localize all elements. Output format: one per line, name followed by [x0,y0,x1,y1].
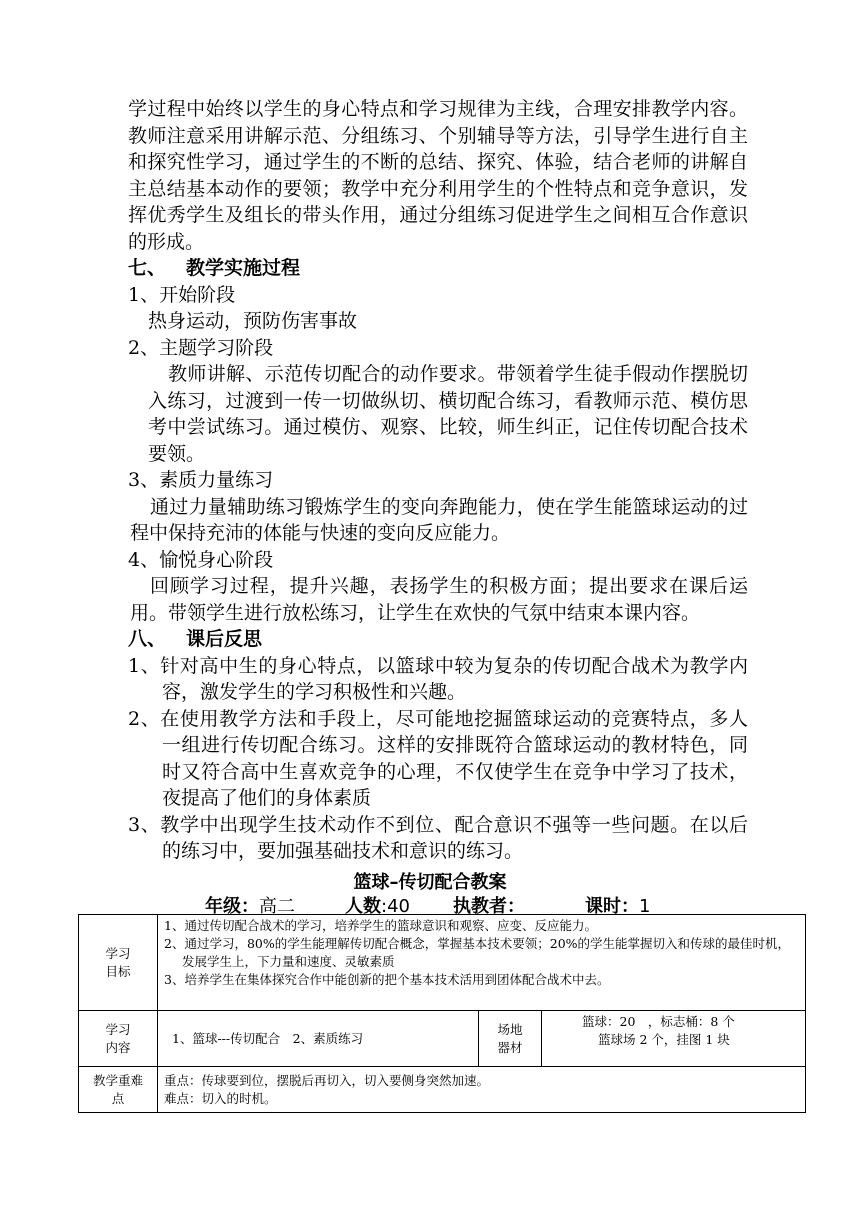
goals-label-line-1: 学习 [105,945,131,961]
key-point: 重点：传球要到位，摆脱后再切入，切入要侧身突然加速。 [164,1072,490,1088]
section-7-title: 教学实施过程 [186,257,301,279]
section-7-heading [128,255,748,282]
equipment-line-1: 篮球：20 ，标志桶：8 个 [582,1014,735,1029]
equipment-line-2: 篮球场 2 个，挂图 1 块 [598,1032,730,1047]
grade-label: 年级： [205,896,259,917]
lesson-plan-title: 篮球–传切配合教案 [353,872,507,893]
stage-2-text: 教师讲解、示范传切配合的动作要求。带领着学生徒手假动作摆脱切入练习，过渡到一传一切做纵切、横切配合练习，看教师示范、模仿思考中尝试练习。通过模仿、观察、比较，师生纠正，记住传切配合技术要领。 [148,363,748,465]
content-label-cell [79,1011,158,1067]
lesson-plan-table [78,914,806,1113]
section-8-title: 课后反思 [186,628,263,650]
count-value: :40 [381,896,410,917]
section-8-number: 八、 [128,628,167,650]
goals-label-cell [79,915,158,1011]
venue-label-line-2: 器材 [497,1039,523,1055]
hours-label: 课时： [585,896,639,917]
count-label: 人数 [345,896,381,917]
keypoints-cell [158,1067,806,1113]
stage-2-heading: 2、主题学习阶段 [128,336,274,359]
venue-label-line-1: 场地 [497,1021,523,1037]
goals-cell [158,915,806,1011]
document-body [128,96,748,865]
intro-paragraph: 学过程中始终以学生的身心特点和学习规律为主线，合理安排教学内容。教师注意采用讲解示范、分组练习、个别辅导等方法，引导学生进行自主和探究性学习，通过学生的不断的总结、探究、体验，结合老师的讲解自主总结基本动作的要领；教学中充分利用学生的个性特点和竞争意识，发挥优秀学生及组长的带头作用，通过分组练习促进学生之间相互合作意识的形成。 [128,98,748,253]
goal-item-1: 1、通过传切配合战术的学习，培养学生的篮球意识和观察、应变、反应能力。 [164,918,597,933]
content-cell: 1、篮球---传切配合 2、素质练习 [158,1011,479,1067]
keypoints-label-cell [79,1067,158,1113]
equipment-cell [542,1011,806,1067]
stage-4-text: 回顾学习过程，提升兴趣，表扬学生的积极方面；提出要求在课后运用。带领学生进行放松练习，让学生在欢快的气氛中结束本课内容。 [130,575,748,624]
stage-4-heading: 4、愉悦身心阶段 [128,548,274,571]
goal-item-3: 3、培养学生在集体探究合作中能创新的把个基本技术活用到团体配合战术中去。 [164,972,610,987]
content-row [79,1011,806,1067]
difficult-point: 难点：切入的时机。 [164,1090,277,1106]
reflection-item-2: 2、在使用教学方法和手段上，尽可能地挖掘篮球运动的竞赛特点，多人一组进行传切配合练习。这样的安排既符合篮球运动的教材特色，同时又符合高中生喜欢竞争的心理，不仅使学生在竞争中学习了技术，夜提高了他们的身体素质 [128,707,748,809]
goals-row [79,915,806,1011]
content-label-line-2: 内容 [105,1039,131,1055]
venue-label-cell [479,1011,542,1067]
content-label-line-1: 学习 [105,1021,131,1037]
goals-label-line-2: 目标 [105,963,131,979]
hours-value: 1 [639,896,651,917]
stage-1-heading: 1、开始阶段 [128,283,236,306]
grade-value: 高二 [259,896,295,917]
reflection-item-3: 3、教学中出现学生技术动作不到位、配合意识不强等一些问题。在以后的练习中，要加强基础技术和意识的练习。 [128,813,748,862]
keypoints-label-line-2: 点 [111,1090,125,1106]
goal-item-2: 2、通过学习，80%的学生能理解传切配合概念，掌握基本技术要领；20%的学生能掌握切入和传球的最佳时机，发展学生上，下力量和速度、灵敏素质 [164,936,791,969]
teacher-label: 执教者： [453,896,525,917]
keypoints-label-line-1: 教学重难 [92,1072,143,1088]
keypoints-row [79,1067,806,1113]
stage-3-text: 通过力量辅助练习锻炼学生的变向奔跑能力，使在学生能篮球运动的过程中保持充沛的体能与快速的变向反应能力。 [130,495,748,544]
section-8-heading [128,626,748,653]
stage-1-text: 热身运动，预防伤害事故 [148,310,358,332]
section-7-number: 七、 [128,257,167,279]
reflection-item-1: 1、针对高中生的身心特点，以篮球中较为复杂的传切配合战术为教学内容，激发学生的学习积极性和兴趣。 [128,654,748,703]
stage-3-heading: 3、素质力量练习 [128,469,274,491]
